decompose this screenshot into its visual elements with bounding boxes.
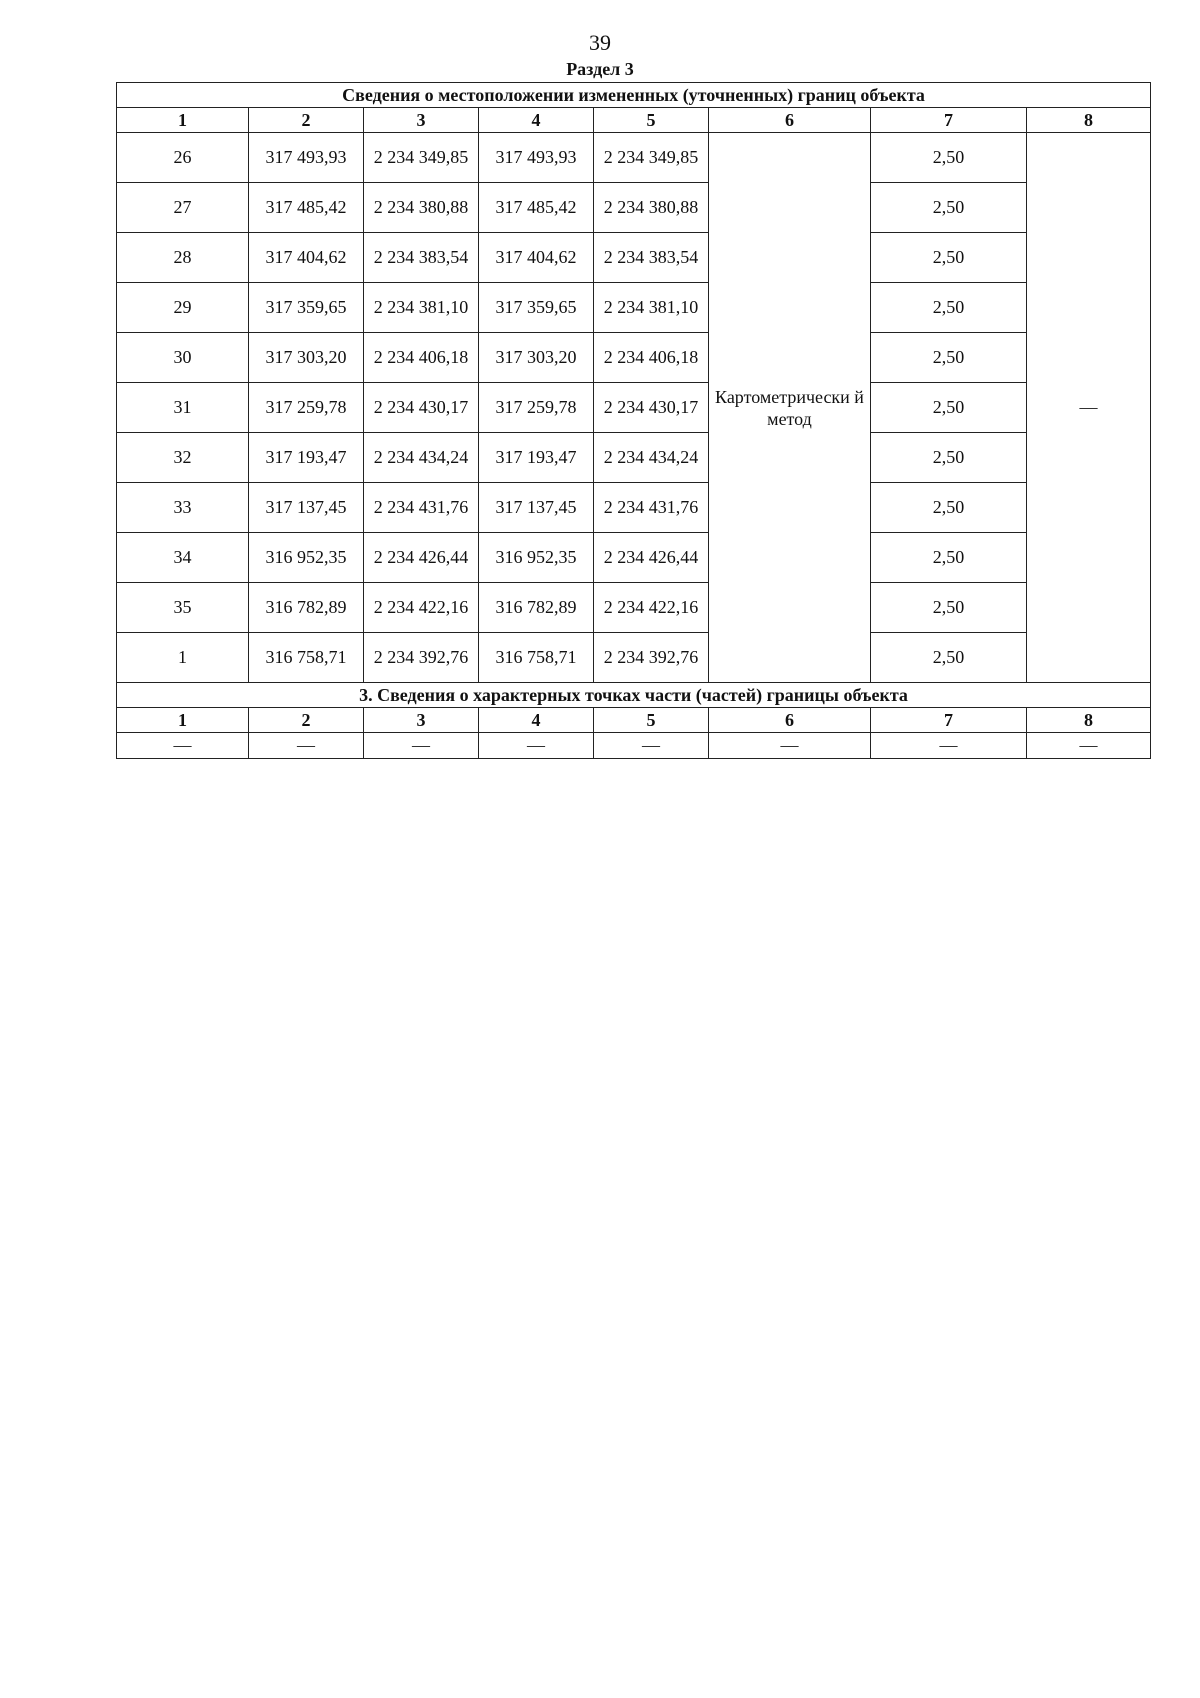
cell-accuracy: 2,50 — [871, 333, 1027, 383]
table2-header-col-3: 3 — [364, 708, 479, 733]
cell-y-new: 2 234 406,18 — [594, 333, 709, 383]
table2-header-col-7: 7 — [871, 708, 1027, 733]
cell-x-new: 317 485,42 — [479, 183, 594, 233]
cell-x-new: 317 493,93 — [479, 133, 594, 183]
cell-accuracy: 2,50 — [871, 483, 1027, 533]
cell-n: 27 — [117, 183, 249, 233]
cell-n: 29 — [117, 283, 249, 333]
table-row — [117, 333, 1151, 383]
cell-accuracy: 2,50 — [871, 233, 1027, 283]
cell-n: 30 — [117, 333, 249, 383]
cell-x-new: 317 359,65 — [479, 283, 594, 333]
cell-accuracy: 2,50 — [871, 183, 1027, 233]
page-number: 39 — [589, 30, 611, 55]
table-row — [117, 433, 1151, 483]
cell-y-old: 2 234 434,24 — [364, 433, 479, 483]
table1-title: Сведения о местоположении измененных (уточненных) границ объекта — [117, 83, 1151, 108]
table2-header-col-8: 8 — [1027, 708, 1151, 733]
cell-y-new: 2 234 380,88 — [594, 183, 709, 233]
cell-accuracy: 2,50 — [871, 383, 1027, 433]
cell-accuracy: 2,50 — [871, 283, 1027, 333]
cell-x-new: 316 782,89 — [479, 583, 594, 633]
cell-y-old: 2 234 381,10 — [364, 283, 479, 333]
cell-y-old: 2 234 349,85 — [364, 133, 479, 183]
cell-y-old: 2 234 431,76 — [364, 483, 479, 533]
cell-y-new: 2 234 430,17 — [594, 383, 709, 433]
cell-n: 28 — [117, 233, 249, 283]
cell-y-new: 2 234 392,76 — [594, 633, 709, 683]
cell-y-old: 2 234 430,17 — [364, 383, 479, 433]
cell-y-new: 2 234 426,44 — [594, 533, 709, 583]
cell-x-old: 316 952,35 — [249, 533, 364, 583]
cell-y-old: 2 234 422,16 — [364, 583, 479, 633]
table1-header-col-1: 1 — [117, 108, 249, 133]
cell-x-new: 316 952,35 — [479, 533, 594, 583]
cell-x-new: 317 259,78 — [479, 383, 594, 433]
cell-x-new: 317 137,45 — [479, 483, 594, 533]
table-row — [117, 633, 1151, 683]
cell-accuracy: 2,50 — [871, 633, 1027, 683]
cell-dash: — — [117, 733, 249, 759]
coordinates-table — [116, 82, 1151, 759]
table2-header-col-4: 4 — [479, 708, 594, 733]
table2-header-col-6: 6 — [709, 708, 871, 733]
cell-y-new: 2 234 422,16 — [594, 583, 709, 633]
cell-method: Картометрически й метод — [709, 133, 871, 683]
table-row — [117, 183, 1151, 233]
table-row — [117, 383, 1151, 433]
cell-y-old: 2 234 380,88 — [364, 183, 479, 233]
cell-x-new: 317 404,62 — [479, 233, 594, 283]
cell-n: 31 — [117, 383, 249, 433]
cell-accuracy: 2,50 — [871, 533, 1027, 583]
table1-header-col-2: 2 — [249, 108, 364, 133]
cell-y-new: 2 234 434,24 — [594, 433, 709, 483]
cell-x-old: 317 359,65 — [249, 283, 364, 333]
cell-x-new: 316 758,71 — [479, 633, 594, 683]
cell-dash: — — [364, 733, 479, 759]
cell-dash: — — [871, 733, 1027, 759]
cell-x-old: 317 485,42 — [249, 183, 364, 233]
table-row — [117, 733, 1151, 759]
cell-y-old: 2 234 392,76 — [364, 633, 479, 683]
cell-n: 32 — [117, 433, 249, 483]
cell-dash: — — [479, 733, 594, 759]
table2-header-col-5: 5 — [594, 708, 709, 733]
cell-dash: — — [249, 733, 364, 759]
cell-n: 1 — [117, 633, 249, 683]
cell-y-new: 2 234 381,10 — [594, 283, 709, 333]
cell-x-old: 317 303,20 — [249, 333, 364, 383]
cell-dash: — — [1027, 733, 1151, 759]
table1-header-col-6: 6 — [709, 108, 871, 133]
cell-x-old: 316 782,89 — [249, 583, 364, 633]
cell-n: 34 — [117, 533, 249, 583]
table1-header-col-5: 5 — [594, 108, 709, 133]
section-title: Раздел 3 — [566, 59, 634, 79]
table1-header-col-7: 7 — [871, 108, 1027, 133]
table-row — [117, 533, 1151, 583]
cell-x-old: 317 404,62 — [249, 233, 364, 283]
cell-x-new: 317 193,47 — [479, 433, 594, 483]
cell-accuracy: 2,50 — [871, 133, 1027, 183]
cell-y-old: 2 234 426,44 — [364, 533, 479, 583]
table-row — [117, 283, 1151, 333]
cell-x-old: 316 758,71 — [249, 633, 364, 683]
table-row — [117, 133, 1151, 183]
table2-header-col-1: 1 — [117, 708, 249, 733]
cell-accuracy: 2,50 — [871, 583, 1027, 633]
cell-n: 33 — [117, 483, 249, 533]
cell-accuracy: 2,50 — [871, 433, 1027, 483]
table1-header-col-8: 8 — [1027, 108, 1151, 133]
cell-y-new: 2 234 431,76 — [594, 483, 709, 533]
table1-header-col-3: 3 — [364, 108, 479, 133]
cell-n: 26 — [117, 133, 249, 183]
table-row — [117, 483, 1151, 533]
table2-title: 3. Сведения о характерных точках части (частей) границы объекта — [117, 683, 1151, 708]
cell-y-new: 2 234 383,54 — [594, 233, 709, 283]
cell-x-old: 317 193,47 — [249, 433, 364, 483]
table1-header-col-4: 4 — [479, 108, 594, 133]
table2-header-col-2: 2 — [249, 708, 364, 733]
cell-x-old: 317 137,45 — [249, 483, 364, 533]
cell-x-old: 317 493,93 — [249, 133, 364, 183]
table-row — [117, 233, 1151, 283]
cell-col8-dash: — — [1027, 133, 1151, 683]
cell-y-new: 2 234 349,85 — [594, 133, 709, 183]
cell-x-old: 317 259,78 — [249, 383, 364, 433]
cell-y-old: 2 234 383,54 — [364, 233, 479, 283]
cell-y-old: 2 234 406,18 — [364, 333, 479, 383]
table-row — [117, 583, 1151, 633]
cell-n: 35 — [117, 583, 249, 633]
cell-x-new: 317 303,20 — [479, 333, 594, 383]
cell-dash: — — [594, 733, 709, 759]
cell-dash: — — [709, 733, 871, 759]
